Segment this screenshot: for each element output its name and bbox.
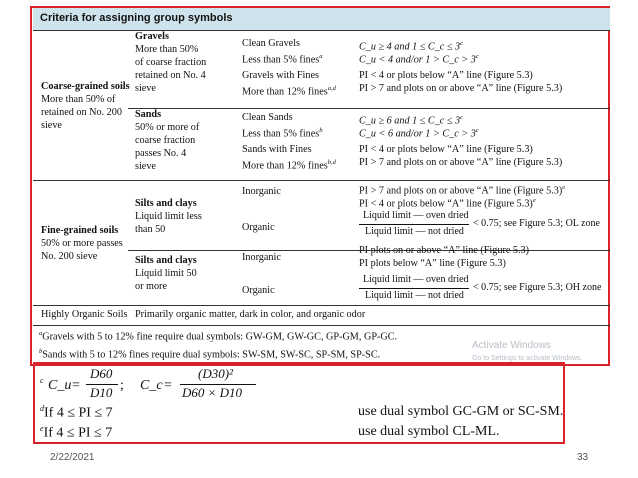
gravels-desc-1: More than 50% [135, 44, 199, 55]
sands-title: Sands [135, 109, 162, 120]
clean-sands-crit-1: C_u ≥ 6 and 1 ≤ C_c ≤ $3^c$ [359, 114, 463, 127]
gravels-title: Gravels [135, 31, 169, 42]
low-organic-fraction [359, 210, 609, 240]
low-inorganic-crit-2: PI < 4 or plots below “A” line (Figure 5.3)$^e$ [359, 197, 536, 210]
high-frac-tail: < 0.75; see Figure 5.3; OH zone [473, 282, 602, 293]
gravels-desc-3: retained on No. 4 [135, 70, 206, 81]
rule [33, 325, 610, 326]
gravels-fines-desc: More than 12% fines$^{a,d}$ [242, 85, 336, 98]
silts-clays-low-title: Silts and clays [135, 198, 197, 209]
sands-fines-crit-2: PI > 7 and plots on or above “A” line (Figure 5.3) [359, 157, 563, 168]
sands-fines-crit-1: PI < 4 or plots below “A” line (Figure 5.3) [359, 144, 533, 155]
high-organic: Organic [242, 285, 275, 296]
sands-fines-desc: More than 12% fines$^{b,d}$ [242, 159, 336, 172]
silts-clays-high-title: Silts and clays [135, 255, 197, 266]
sands-desc-4: sieve [135, 161, 156, 172]
footnote-e: $^e$If 4 ≤ PI ≤ 7 [40, 424, 113, 441]
footnote-a: $^a$Gravels with 5 to 12% fine require dual symbols: GW-GM, GW-GC, GP-GM, GP-GC. [39, 330, 398, 343]
clean-sands-title: Clean Sands [242, 112, 293, 123]
silts-clays-low-desc-1: Liquid limit less [135, 211, 202, 222]
criteria-table [33, 8, 610, 363]
high-inorganic-crit-1: PI plots on or above “A” line (Figure 5.3) [359, 245, 530, 256]
clean-gravels-title: Clean Gravels [242, 38, 300, 49]
clean-gravels-crit-1: C_u ≥ 4 and 1 ≤ C_c ≤ $3^c$ [359, 40, 463, 53]
organic-soils-desc: Primarily organic matter, dark in color, and organic odor [135, 309, 366, 320]
slide-date: 2/22/2021 [50, 452, 95, 463]
footnote-e-text: use dual symbol CL-ML. [358, 424, 500, 439]
clean-sands-crit-2: C_u < 6 and/or 1 > C_c > $3^c$ [359, 127, 479, 140]
high-frac-numerator: Liquid limit — oven dried [363, 274, 469, 285]
clean-gravels-crit-2: C_u < 4 and/or 1 > C_c > $3^c$ [359, 53, 479, 66]
low-frac-tail: < 0.75; see Figure 5.3; OL zone [473, 218, 600, 229]
gravels-desc-4: sieve [135, 83, 156, 94]
low-inorganic: Inorganic [242, 186, 281, 197]
rule [33, 30, 610, 31]
slide-page-number: 33 [577, 452, 589, 463]
coarse-desc-2: retained on No. 200 [41, 107, 122, 118]
gravels-fines-crit-1: PI < 4 or plots below “A” line (Figure 5.3) [359, 70, 533, 81]
coarse-desc-1: More than 50% of [41, 94, 116, 105]
rule [128, 108, 610, 109]
silts-clays-high-desc-2: or more [135, 281, 167, 292]
high-inorganic: Inorganic [242, 252, 281, 263]
sands-desc-3: passes No. 4 [135, 148, 187, 159]
clean-sands-desc: Less than 5% fines$^b$ [242, 127, 323, 140]
coarse-desc-3: sieve [41, 120, 62, 131]
activate-windows-line2: Go to Settings to activate Windows. [472, 355, 583, 362]
table-header [33, 8, 610, 30]
sands-fines-title: Sands with Fines [242, 144, 312, 155]
high-organic-fraction [359, 274, 609, 304]
rule [33, 180, 610, 181]
gravels-desc-2: of coarse fraction [135, 57, 207, 68]
fraction-bar [359, 288, 469, 289]
footnote-d-text: use dual symbol GC-GM or SC-SM. [358, 404, 564, 419]
low-frac-numerator: Liquid limit — oven dried [363, 210, 469, 221]
footnote-b: $^b$Sands with 5 to 12% fines require dual symbols: SW-SM, SW-SC, SP-SM, SP-SC. [39, 348, 381, 361]
high-inorganic-crit-2: PI plots below “A” line (Figure 5.3) [359, 258, 506, 269]
fraction-bar [359, 224, 469, 225]
fine-desc-1: 50% or more passes [41, 238, 123, 249]
clean-gravels-desc: Less than 5% fines$^a$ [242, 53, 323, 66]
silts-clays-low-desc-2: than 50 [135, 224, 166, 235]
activate-windows-line1: Activate Windows [472, 340, 551, 351]
low-inorganic-crit-1: PI > 7 and plots on or above “A” line (Figure 5.3)$^e$ [359, 184, 566, 197]
fine-title: Fine-grained soils [41, 225, 119, 236]
sands-desc-1: 50% or more of [135, 122, 200, 133]
silts-clays-high-desc-1: Liquid limit 50 [135, 268, 197, 279]
high-frac-denominator: Liquid limit — not dried [365, 290, 464, 301]
low-organic: Organic [242, 222, 275, 233]
gravels-fines-title: Gravels with Fines [242, 70, 319, 81]
sands-desc-2: coarse fraction [135, 135, 196, 146]
fine-desc-2: No. 200 sieve [41, 251, 98, 262]
table-header-title: Criteria for assigning group symbols [40, 12, 233, 24]
coarse-title: Coarse-grained soils [41, 81, 130, 92]
gravels-fines-crit-2: PI > 7 and plots on or above “A” line (Figure 5.3) [359, 83, 563, 94]
rule [33, 305, 610, 306]
low-frac-denominator: Liquid limit — not dried [365, 226, 464, 237]
footnote-d: $^d$If 4 ≤ PI ≤ 7 [40, 404, 113, 421]
cu-cc-equation: c C_u = D60 D10 ; C_c = (D30)² D60 × D10 [40, 366, 300, 404]
organic-soils-title: Highly Organic Soils [41, 309, 128, 320]
